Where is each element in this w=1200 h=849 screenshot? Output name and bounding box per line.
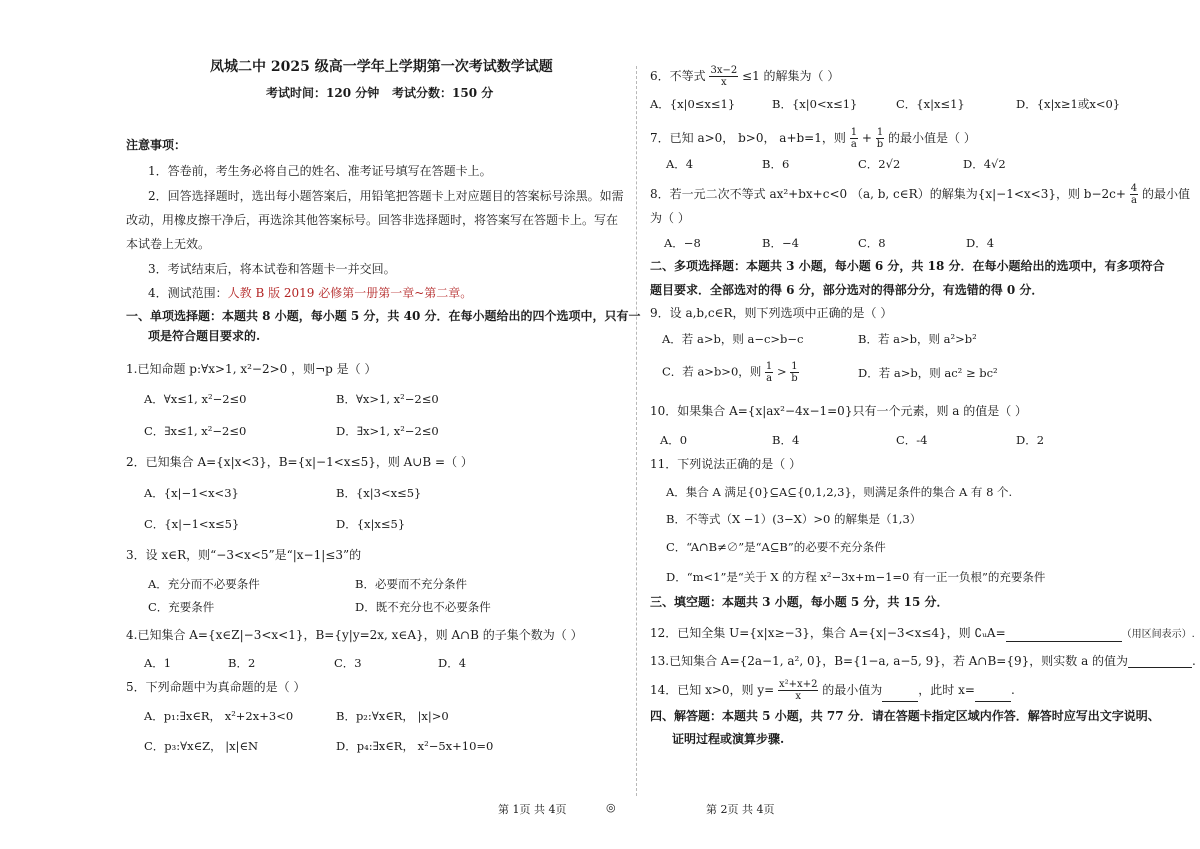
q6-stem (650, 65, 839, 88)
q6-option-d: D．{x|x≥1或x<0} (1016, 97, 1121, 111)
q2-option-b: B．{x|3<x≤5} (336, 486, 422, 500)
q4-option-a: A．1 (144, 656, 172, 670)
notice-item-1: 1．答卷前，考生务必将自己的姓名、准考证号填写在答题卡上。 (148, 164, 492, 178)
notice-item-4-prefix: 4．测试范围： (148, 286, 228, 300)
q3-option-c: C．充要条件 (148, 600, 215, 614)
q14-end: . (1010, 683, 1015, 697)
test-scope: 人教 B 版 2019 必修第一册第一章~第二章。 (227, 286, 473, 300)
q4-option-d: D．4 (438, 656, 467, 670)
q5-option-a: A．p₁:∃x∈R， x²+2x+3<0 (144, 709, 294, 723)
section4-heading-line1: 四、解答题：本题共 5 小题，共 77 分．请在答题卡指定区域内作答．解答时应写出文字说明、 (650, 709, 1160, 723)
q5-option-d: D．p₄:∃x∈R， x²−5x+10=0 (336, 739, 494, 753)
q13-line (650, 654, 1196, 668)
q6-fraction-numerator: 3x−2 (710, 65, 738, 76)
q7-fraction-2 (876, 127, 884, 150)
q14-x-value-blank[interactable] (975, 689, 1011, 702)
q6-stem-prefix: 6．不等式 (650, 69, 706, 83)
q9-option-c-fraction-2-numerator: 1 (791, 361, 798, 372)
q7-option-d: D．4√2 (963, 157, 1006, 171)
section3-heading: 三、填空题：本题共 3 小题，每小题 5 分，共 15 分． (650, 595, 949, 609)
q9-option-c (662, 361, 799, 384)
q2-stem: 2．已知集合 A={x|x<3}，B={x|−1<x≤5}，则 A∪B =（ ） (126, 455, 473, 469)
q9-stem: 9．设 a,b,c∈R，则下列选项中正确的是（ ） (650, 306, 893, 320)
binding-mark-icon: ◎ (606, 801, 616, 814)
q3-option-b: B．必要而不充分条件 (355, 577, 467, 591)
q6-stem-suffix: ≤1 的解集为（ ） (742, 69, 840, 83)
q10-option-d: D．2 (1016, 433, 1045, 447)
q11-option-c: C．“A∩B≠∅”是“A⊆B”的必要不充分条件 (666, 540, 886, 554)
notice-heading: 注意事项： (126, 138, 187, 152)
q13-end: . (1192, 654, 1196, 668)
q9-option-d: D．若 a>b，则 ac² ≥ bc² (858, 366, 998, 380)
q8-fraction-denominator: a (1130, 195, 1137, 206)
q2-option-c: C．{x|−1<x≤5} (144, 517, 240, 531)
q8-stem-suffix: 的最小值 (1141, 187, 1190, 201)
q8-option-a: A．−8 (664, 236, 701, 250)
q7-option-b: B．6 (762, 157, 790, 171)
q1-stem: 1.已知命题 p:∀x>1, x²−2>0 ，则¬p 是（ ） (126, 362, 377, 376)
q7-option-a: A．4 (666, 157, 694, 171)
q9-option-c-fraction-1-denominator: a (766, 373, 773, 384)
q1-option-d: D．∃x>1, x²−2≤0 (336, 424, 439, 438)
q11-option-b: B．不等式（X −1）(3−X）>0 的解集是（1,3） (666, 512, 922, 526)
q9-option-c-fraction-2 (790, 361, 798, 384)
q12-hint: （用区间表示）. (1121, 629, 1195, 640)
q3-stem: 3．设 x∈R，则“−3<x<5”是“|x−1|≤3”的 (126, 548, 362, 562)
q9-option-c-prefix: C．若 a>b>0，则 (662, 364, 762, 379)
q7-fraction-1 (850, 127, 858, 150)
footer-left-page-number: 第 1页 共 4页 (498, 803, 567, 816)
notice-item-2-line2: 改动，用橡皮擦干净后，再选涂其他答案标号。回答非选择题时，将答案写在答题卡上。写在 (126, 213, 619, 227)
section2-heading-line2: 题目要求．全部选对的得 6 分，部分选对的得部分分，有选错的得 0 分． (650, 283, 1044, 297)
q8-stem-line2: 为（ ） (650, 211, 690, 225)
footer-right-page-number: 第 2页 共 4页 (706, 803, 775, 816)
q3-option-a: A．充分而不必要条件 (148, 577, 260, 591)
exam-score: 考试分数：150 分 (392, 86, 494, 100)
q13-answer-blank[interactable] (1128, 655, 1192, 668)
q6-fraction (709, 65, 738, 88)
q1-option-c: C．∃x≤1, x²−2≤0 (144, 424, 247, 438)
q12-stem: 12．已知全集 U={x|x≥−3}，集合 A={x|−3<x≤4}，则 ∁ᵤA= (650, 626, 1006, 640)
q14-stem-middle: 的最小值为 (822, 683, 883, 697)
notice-item-3: 3．考试结束后，将本试卷和答题卡一并交回。 (148, 262, 396, 276)
q10-option-a: A．0 (660, 433, 688, 447)
q8-option-b: B．−4 (762, 236, 799, 250)
q14-stem-middle2: ，此时 x= (918, 683, 975, 697)
q14-fraction-denominator: x (795, 691, 802, 702)
q2-option-d: D．{x|x≤5} (336, 517, 406, 531)
right-page (638, 0, 1200, 849)
q10-option-b: B．4 (772, 433, 800, 447)
section2-heading-line1: 二、多项选择题：本题共 3 小题，每小题 6 分，共 18 分．在每小题给出的选项中，有多项符合 (650, 259, 1165, 273)
q9-option-c-gt: > (776, 364, 787, 379)
section1-heading-line1: 一、单项选择题：本题共 8 小题，每小题 5 分，共 40 分．在每小题给出的四个选项中，只有一 (126, 309, 641, 323)
section4-heading-line2: 证明过程或演算步骤. (672, 732, 785, 746)
q1-option-a: A．∀x≤1, x²−2≤0 (144, 392, 247, 406)
q8-stem-prefix: 8．若一元二次不等式 ax²+bx+c<0 （a, b, c∈R）的解集为{x|−1<x<3}，则 b−2c+ (650, 187, 1126, 201)
q6-option-a: A．{x|0≤x≤1} (650, 97, 736, 111)
q5-stem: 5．下列命题中为真命题的是（ ） (126, 680, 306, 694)
q4-option-b: B．2 (228, 656, 256, 670)
q12-answer-blank[interactable] (1006, 629, 1122, 642)
q8-stem-line1 (650, 183, 1190, 206)
q7-plus: + (861, 131, 872, 145)
q4-stem: 4.已知集合 A={x∈Z|−3<x<1}，B={y|y=2x, x∈A}，则 A∩B 的子集个数为（ ） (126, 628, 583, 642)
q8-fraction (1130, 183, 1138, 206)
exam-time: 考试时间：120 分钟 (266, 86, 380, 100)
q13-stem: 13.已知集合 A={2a−1, a², 0}，B={1−a, a−5, 9}，若 A∩B={9}，则实数 a 的值为 (650, 654, 1129, 668)
q6-fraction-denominator: x (721, 77, 727, 88)
q10-stem: 10．如果集合 A={x|ax²−4x−1=0}只有一个元素，则 a 的值是（ ） (650, 404, 1028, 418)
q9-option-c-fraction-1-numerator: 1 (765, 361, 773, 372)
fold-divider (636, 66, 637, 796)
q7-fraction-1-numerator: 1 (850, 127, 858, 138)
q11-stem: 11．下列说法正确的是（ ） (650, 457, 802, 471)
q9-option-c-fraction-2-denominator: b (791, 373, 798, 384)
q9-option-a: A．若 a>b，则 a−c>b−c (662, 332, 804, 346)
q14-line (650, 679, 1015, 702)
q8-option-c: C．8 (858, 236, 886, 250)
q9-option-b: B．若 a>b，则 a²>b² (858, 332, 977, 346)
q14-min-value-blank[interactable] (882, 689, 918, 702)
q2-option-a: A．{x|−1<x<3} (144, 486, 239, 500)
q8-option-d: D．4 (966, 236, 995, 250)
q7-fraction-1-denominator: a (850, 139, 857, 150)
q12-line (650, 626, 1195, 642)
q7-option-c: C．2√2 (858, 157, 901, 171)
q14-fraction-numerator: x²+x+2 (779, 679, 818, 690)
q8-fraction-numerator: 4 (1130, 183, 1138, 194)
exam-title: 凤城二中 2025 级高一学年上学期第一次考试数学试题 (210, 59, 553, 75)
q5-option-c: C．p₃:∀x∈Z， |x|∈N (144, 739, 259, 753)
q4-option-c: C．3 (334, 656, 362, 670)
q9-option-c-fraction-1 (765, 361, 773, 384)
q7-stem (650, 127, 976, 150)
q11-option-d: D．“m<1”是“关于 X 的方程 x²−3x+m−1=0 有一正一负根”的充要条件 (666, 570, 1046, 584)
q14-stem-prefix: 14．已知 x>0，则 y= (650, 683, 775, 697)
q7-stem-suffix: 的最小值是（ ） (888, 131, 976, 145)
section1-heading-line2: 项是符合题目要求的. (148, 329, 261, 343)
q3-option-d: D．既不充分也不必要条件 (355, 600, 491, 614)
q7-fraction-2-denominator: b (876, 139, 884, 150)
q14-fraction (778, 679, 818, 702)
q1-option-b: B．∀x>1, x²−2≤0 (336, 392, 439, 406)
notice-item-4 (148, 286, 472, 300)
q11-option-a: A．集合 A 满足{0}⊆A⊆{0,1,2,3}，则满足条件的集合 A 有 8 个. (666, 485, 1013, 499)
q6-option-b: B．{x|0<x≤1} (772, 97, 858, 111)
q6-option-c: C．{x|x≤1} (896, 97, 965, 111)
notice-item-2-line1: 2．回答选择题时，选出每小题答案后，用铅笔把答题卡上对应题目的答案标号涂黑。如需 (148, 189, 624, 203)
q10-option-c: C．-4 (896, 433, 928, 447)
q7-fraction-2-numerator: 1 (876, 127, 884, 138)
q7-stem-prefix: 7．已知 a>0， b>0， a+b=1，则 (650, 131, 846, 145)
notice-item-2-line3: 本试卷上无效。 (126, 237, 211, 251)
q5-option-b: B．p₂:∀x∈R， |x|>0 (336, 709, 449, 723)
